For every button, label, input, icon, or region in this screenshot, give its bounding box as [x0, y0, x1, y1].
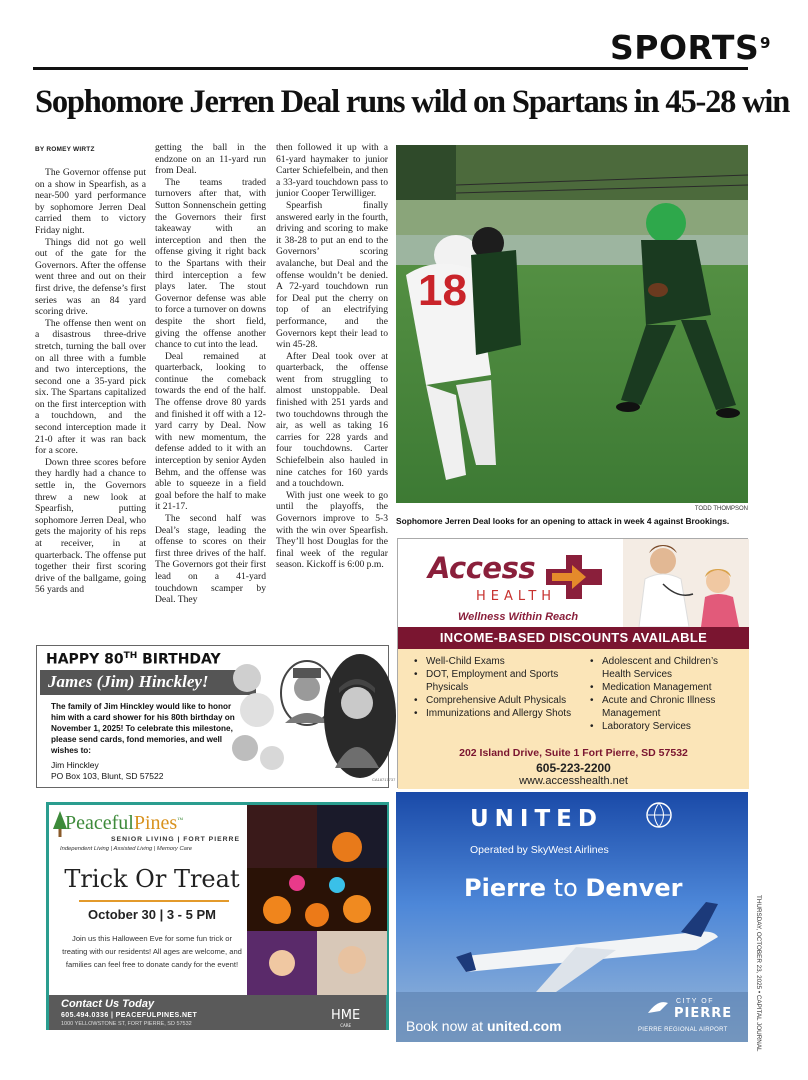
address-name: Jim Hinckley: [51, 760, 99, 770]
paragraph: After Deal took over at quarterback, the offense went from struggling to almost unstoppable. Deal finished with 251 yards and two touchdowns through the air, as well as taking 16 carries for 228 yards and four touchdowns. Carter Schiefelbein also hauled in nine catches for 160 yards and a touchdown.: [276, 350, 388, 490]
access-health-ad[interactable]: [397, 538, 748, 788]
photo-caption: Sophomore Jerren Deal looks for an opening to attack in week 4 against Brookings.: [396, 516, 730, 526]
paragraph: Spearfish finally answered early in the fourth, driving and scoring to make it 38-28 to put an end to the Governors’ scoring avalanche, but Deal and the offense wouldn’t be denied. A 72-yard touchdown run for Deal put the cherry on top of an electrifying performance, and the Governors kept their lead to win 45-28.: [276, 199, 388, 351]
football-scene-illustration: [396, 145, 748, 503]
paragraph: With just one week to go until the playoffs, the Governors improve to 5-3 with the win over Spearfish. They’ll host Douglas for the final week of the regular season. Kickoff is 6:00 p.m.: [276, 489, 388, 571]
photo-credit: TODD THOMPSON: [694, 506, 748, 512]
byline: BY ROMEY WIRTZ: [35, 146, 95, 153]
balloons-and-portraits: [227, 648, 387, 786]
list-item: • Adolescent and Children’s Health Services: [588, 655, 748, 681]
dateline-text: THURSDAY, OCTOBER 23, 2025 • CAPITAL JOURNAL: [755, 895, 762, 1052]
logo-trademark: ™: [177, 817, 184, 824]
title-text: HAPPY 80: [46, 651, 124, 668]
page-number: 9: [760, 34, 771, 52]
paragraph: Deal remained at quarterback, looking to continue the comeback towards the end of the half. The offense drove 80 yards and finished it off with a 12-yard carry by Deal. Now with new momentum, the defense added to it with an interception by senior Ayden Behm, and the offense was able to squeeze in a field goal before the half to make it 21-17.: [155, 350, 266, 513]
services-list-left: [412, 655, 582, 720]
access-website-link[interactable]: www.accesshealth.net: [519, 775, 628, 787]
title-superscript: TH: [123, 651, 138, 661]
route-destination: Denver: [585, 874, 683, 902]
paragraph: The second half was Deal’s stage, leading the offense to scores on their first three drives of the half. The Governors got their first lead on a 41-yard touchdown scamper by Deal. They: [155, 513, 266, 606]
route-text: [464, 874, 682, 902]
event-title: Trick Or Treat: [64, 865, 240, 893]
article-headline: Sophomore Jerren Deal runs wild on Spartans in 45-28 win: [35, 84, 790, 120]
pines-logo: [65, 812, 183, 835]
game-photo: [396, 145, 748, 503]
access-body: [398, 649, 749, 789]
partner-sub: CARE: [340, 1023, 352, 1028]
book-link[interactable]: united.com: [486, 1018, 562, 1034]
access-health-word: HEALTH: [476, 589, 557, 604]
access-address: 202 Island Drive, Suite 1 Fort Pierre, SD 57532: [459, 747, 688, 759]
route-connector: to: [546, 874, 586, 902]
address-line: PO Box 103, Blunt, SD 57522: [51, 771, 164, 781]
book-now[interactable]: [406, 1018, 562, 1034]
logo-word: Peaceful: [65, 812, 134, 834]
paragraph: Down three scores before they hardly had a chance to settle in, the Governors threw a new look at Spearfish, putting sophomore Jerren Deal, who gets the majority of his reps at receiver, in at quarterback. The offense put together their first scoring drive of the ballgame, going 56 yards and: [35, 456, 146, 596]
paragraph: The offense then went on a disastrous three-drive stretch, turning the ball over on all three with a fumble and two interceptions, the second one a 35-yard pick six. The Spartans capitalized on the first interception with a touchdown, and the second interception made it 21-0 after it was ran back for a score.: [35, 317, 146, 457]
route-origin: Pierre: [464, 874, 547, 902]
birthday-message: The family of Jim Hinckley would like to honor him with a card shower for his 80th birthday on November 1, 2025! To celebrate this milestone, please send cards, fond memories, and well wishes to:: [51, 702, 235, 755]
contact-heading: Contact Us Today: [61, 998, 155, 1010]
logo-word: Pines: [133, 812, 178, 834]
birthday-ad: [36, 645, 396, 788]
event-date: October 30 | 3 - 5 PM: [88, 907, 216, 922]
discount-banner: INCOME-BASED DISCOUNTS AVAILABLE: [398, 627, 749, 649]
airplane-logo-icon: [646, 997, 670, 1019]
hme-care-logo: [331, 1008, 360, 1028]
list-item: • DOT, Employment and Sports Physicals: [412, 668, 582, 694]
peaceful-pines-ad[interactable]: [46, 802, 389, 1030]
list-item: • Well-Child Exams: [412, 655, 582, 668]
paragraph: then followed it up with a 61-yard haymaker to junior Carter Schiefelbein, and then a 33-yard touchdown pass to junior Cooper Terwilliger.: [276, 142, 388, 200]
paragraph: The teams traded turnovers after that, with Sutton Sonnenschein getting the Governors their first takeaway with an interception and then the offense giving it right back to the Spartans with their third interception a few plays later. The stout Governor defense was able to force a turnover on downs despite the short field, giving the offense another chance to cut into the lead.: [155, 176, 266, 351]
title-text: BIRTHDAY: [137, 651, 221, 668]
paragraph: The Governor offense put on a show in Spearfish, as a near-500 yard performance by sophomore Jerren Deal carried them to victory Friday night.: [35, 167, 146, 236]
list-item: • Laboratory Services: [588, 720, 748, 733]
halloween-photos: [247, 805, 387, 995]
contact-phone-web[interactable]: 605.494.0336 | PEACEFULPINES.NET: [61, 1012, 198, 1019]
list-item: • Comprehensive Adult Physicals: [412, 694, 582, 707]
contact-street: 1000 YELLOWSTONE ST, FORT PIERRE, SD 57532: [61, 1021, 192, 1027]
operated-by: Operated by SkyWest Airlines: [470, 844, 609, 856]
doctor-child-photo: [623, 539, 749, 627]
birthday-address: [51, 760, 163, 782]
globe-icon: [646, 802, 672, 828]
jersey-number: 18: [418, 266, 467, 315]
united-airlines-ad[interactable]: [396, 792, 748, 1042]
pines-subtitle: SENIOR LIVING | FORT PIERRE: [111, 836, 240, 843]
paragraph: getting the ball in the endzone on an 11-yard run from Deal.: [155, 142, 266, 177]
list-item: • Immunizations and Allergy Shots: [412, 707, 582, 720]
article-column-2: [155, 142, 266, 606]
birthday-title: [46, 651, 221, 668]
city-name: PIERRE: [674, 1006, 733, 1021]
access-phone[interactable]: 605-223-2200: [536, 761, 611, 775]
header-rule: [33, 67, 748, 70]
book-text: Book now at: [406, 1018, 487, 1034]
city-of: CITY OF: [676, 998, 714, 1005]
services-list-right: [588, 655, 748, 733]
article-column-1: [35, 167, 146, 596]
honoree-name: James (Jim) Hinckley!: [48, 672, 209, 691]
page-dateline: [752, 895, 764, 1052]
access-tagline: Wellness Within Reach: [458, 611, 579, 623]
section-title: SPORTS: [610, 28, 760, 67]
list-item: • Medication Management: [588, 681, 748, 694]
access-brand: Access: [428, 551, 536, 585]
united-logo: UNITED: [470, 806, 603, 832]
airport-name: PIERRE REGIONAL AIRPORT: [638, 1027, 728, 1033]
list-item: • Acute and Chronic Illness Management: [588, 694, 748, 720]
ad-code: CA18717737: [372, 777, 396, 782]
event-description: Join us this Halloween Eve for some fun trick or treating with our residents! All ages are welcome, and families can feel free to donate candy for the event!: [62, 934, 242, 969]
pines-care-levels: Independent Living | Assisted Living | Memory Care: [60, 846, 193, 852]
paragraph: Things did not go well out of the gate for the Governors. After the offense went three and out on their first drive, the defense’s first series was an 84 yard scoring drive.: [35, 236, 146, 318]
divider: [79, 900, 229, 902]
article-column-3: [276, 142, 388, 571]
partner-name: HME: [331, 1008, 361, 1023]
